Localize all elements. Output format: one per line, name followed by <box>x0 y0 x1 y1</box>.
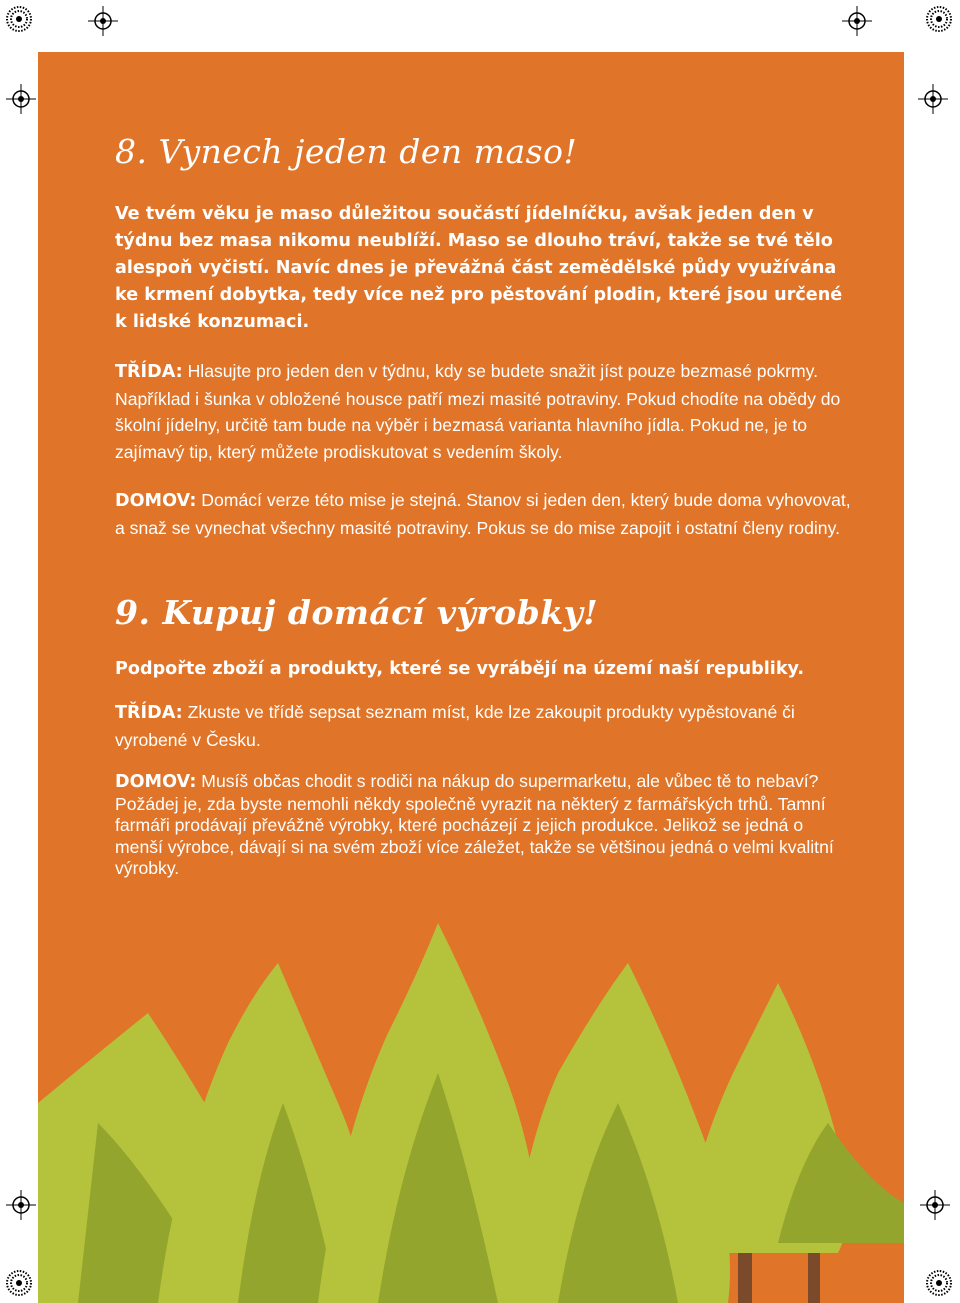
domov-text: Domácí verze této mise je stejná. Stanov si jeden den, který bude doma vyhovovat, a snaž se vynechat všechny masité potraviny. Pokus se do mise zapojit i ostatní členy rodiny. <box>115 490 851 538</box>
domov-label: DOMOV: <box>115 491 197 511</box>
registration-mark-icon <box>842 6 872 36</box>
forest-illustration <box>38 923 904 1303</box>
section-9-lead: Podpořte zboží a produkty, které se vyrábějí na území naší republiky. <box>115 659 805 679</box>
section-8-trida <box>115 358 855 465</box>
domov-label: DOMOV: <box>115 772 197 792</box>
trida-text: Zkuste ve třídě sepsat seznam míst, kde lze zakoupit produkty vypěstované či vyrobené v Česku. <box>115 702 795 750</box>
trida-label: TŘÍDA: <box>115 362 183 382</box>
section-9-domov <box>115 771 855 880</box>
page-content <box>115 132 855 880</box>
section-8-lead: Ve tvém věku je maso důležitou součástí jídelníčku, avšak jeden den v týdnu bez masa nikomu neublíží. Maso se dlouho tráví, takže se tvé tělo alespoň vyčistí. Navíc dnes je převážná část zemědělské půdy využívána ke krmení dobytka, tedy více než pro pěstování plodin, které jsou určené k lidské konzumaci. <box>115 204 843 332</box>
section-8-domov <box>115 487 855 541</box>
registration-mark-icon <box>88 6 118 36</box>
section-9-trida <box>115 699 855 753</box>
starburst-mark-icon <box>926 6 952 32</box>
registration-mark-icon <box>6 84 36 114</box>
registration-mark-icon <box>920 1190 950 1220</box>
domov-text: Musíš občas chodit s rodiči na nákup do supermarketu, ale vůbec tě to nebaví? Požádej je, zda byste nemohli někdy společně vyrazit na některý z farmářských trhů. Tamní farmáři prodávají převážně výrobky, které pocházejí z jejich produkce. Jelikož se jedná o menší výrobce, dávají si na svém zboží více záležet, takže se většinou jedná o velmi kvalitní výrobky. <box>115 771 834 878</box>
starburst-mark-icon <box>6 1270 32 1296</box>
starburst-mark-icon <box>6 6 32 32</box>
section-9-title: 9. Kupuj domácí výrobky! <box>115 593 599 632</box>
trida-label: TŘÍDA: <box>115 703 183 723</box>
registration-mark-icon <box>6 1190 36 1220</box>
starburst-mark-icon <box>926 1270 952 1296</box>
trida-text: Hlasujte pro jeden den v týdnu, kdy se budete snažit jíst pouze bezmasé pokrmy. Například i šunka v obložené housce patří mezi masité potraviny. Pokud chodíte na obědy do školní jídelny, určitě tam bude na výběr i bezmasá varianta hlavního jídla. Pokud ne, je to zajímavý tip, který můžete prodiskutovat s vedením školy. <box>115 361 841 462</box>
section-8-title: 8. Vynech jeden den maso! <box>115 132 578 171</box>
tree-right <box>678 983 904 1253</box>
orange-page <box>38 52 904 1303</box>
registration-mark-icon <box>918 84 948 114</box>
tree-center-left <box>318 923 540 1303</box>
